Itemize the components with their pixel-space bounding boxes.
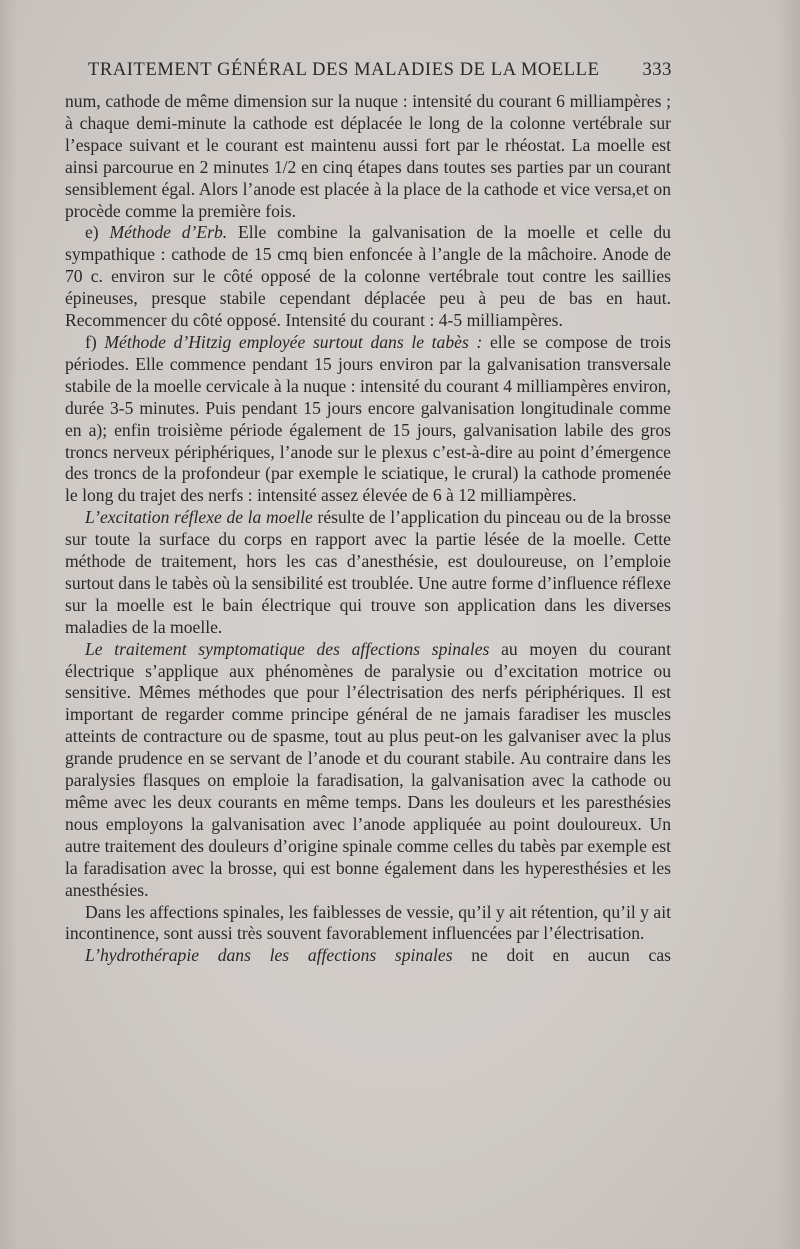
item-marker: f) [85,331,105,352]
paragraph-continuation [65,91,671,222]
running-header [88,60,672,86]
paragraph-hydrotherapy [65,945,671,967]
paragraph-reflex-excitation [65,507,671,638]
paragraph-bladder [65,902,671,946]
paragraph-text: résulte de l’application du pinceau ou de la brosse sur toute la surface du corps en rapport avec la partie lésée de la moelle. Cette méthode de traitement, hors les cas d’anesthésie, est douloureuse, on l’emploie surtout dans le tabès où la sensibilité est troublée. Une autre forme d’influence réflexe sur la moelle est le bain électrique qui trouve son application dans les diverses maladies de la moelle. [65,507,671,637]
paragraph-heading: Méthode d’Erb. [109,222,228,243]
paragraph-text: elle se compose de trois périodes. Elle commence pendant 15 jours environ par la galvanisation transversale stabile de la moelle cervicale à la nuque : intensité du courant 4 milliampères environ, durée 3-5 minutes. Puis pendant 15 jours encore galvanisation longitudinale comme en a); enfin troisième période également de 15 jours, galvanisation labile des gros troncs nerveux périphériques, l’anode sur le plexus c’est-à-dire au point d’émergence des troncs de la profondeur (par exemple le sciatique, le crural) la cathode promenée le long du trajet des nerfs : intensité assez élevée de 6 à 12 milliampères. [65,331,671,506]
body-text [65,91,671,967]
paragraph-heading: Le traitement symptomatique des affections spinales [85,638,490,659]
item-marker: e) [85,222,110,243]
paragraph-method-hitzig [65,332,671,507]
paragraph-text: Elle combine la galvanisation de la moelle et celle du sympathique : cathode de 15 cmq bien enfoncée à l’angle de la mâchoire. Anode de 70 c. environ sur le côté opposé de la colonne vertébrale tout contre les saillies épineuses, presque stabile cependant déplacée peu à peu de bas en haut. Recommencer du côté opposé. Intensité du courant : 4-5 milliampères. [65,222,671,331]
page-number: 333 [642,60,672,80]
paragraph-text: au moyen du courant électrique s’applique aux phénomènes de paralysie ou d’excitation motrice ou sensitive. Mêmes méthodes que pour l’électrisation des nerfs périphériques. Il est important de regarder comme principe général de ne jamais faradiser les muscles atteints de contracture ou de spasme, tout au plus peut-on les galvaniser avec la plus grande prudence en se servant de l’anode et du courant stabile. Au contraire dans les paralysies flasques on emploie la faradisation, la galvanisation avec la cathode ou même avec les deux courants en même temps. Dans les douleurs et les paresthésies nous employons la galvanisation avec l’anode appliquée au point douloureux. Un autre traitement des douleurs d’origine spinale comme celles du tabès par exemple est la faradisation avec la brosse, qui est bonne également dans les hyperesthésies et les anesthésies. [65,638,671,900]
paragraph-heading: Méthode d’Hitzig employée surtout dans le tabès : [104,331,483,352]
running-title: TRAITEMENT GÉNÉRAL DES MALADIES DE LA MOELLE [88,60,600,80]
page-edge-shadow-left [0,0,18,1249]
paragraph-heading: L’hydrothérapie dans les affections spinales [85,945,453,966]
paragraph-text: Dans les affections spinales, les faiblesses de vessie, qu’il y ait rétention, qu’il y ait incontinence, sont aussi très souvent favorablement influencées par l’électrisation. [65,901,671,944]
paragraph-heading: L’excitation réflexe de la moelle [85,507,313,528]
paragraph-text: ne doit en aucun cas [452,945,671,966]
paragraph-text: num, cathode de même dimension sur la nuque : intensité du courant 6 milliampères ; à chaque demi-minute la cathode est déplacée le long de la colonne vertébrale sur l’espace suivant et le courant est maintenu aussi fort par le rhéostat. La moelle est ainsi parcourue en 2 minutes 1/2 en cinq étapes dans toutes ses parties par un courant sensiblement égal. Alors l’anode est placée à la place de la cathode et vice versa,et on procède comme la première fois. [65,91,671,221]
paragraph-symptomatic-treatment [65,639,671,902]
paragraph-method-erb [65,222,671,332]
page-edge-shadow-right [778,0,800,1249]
